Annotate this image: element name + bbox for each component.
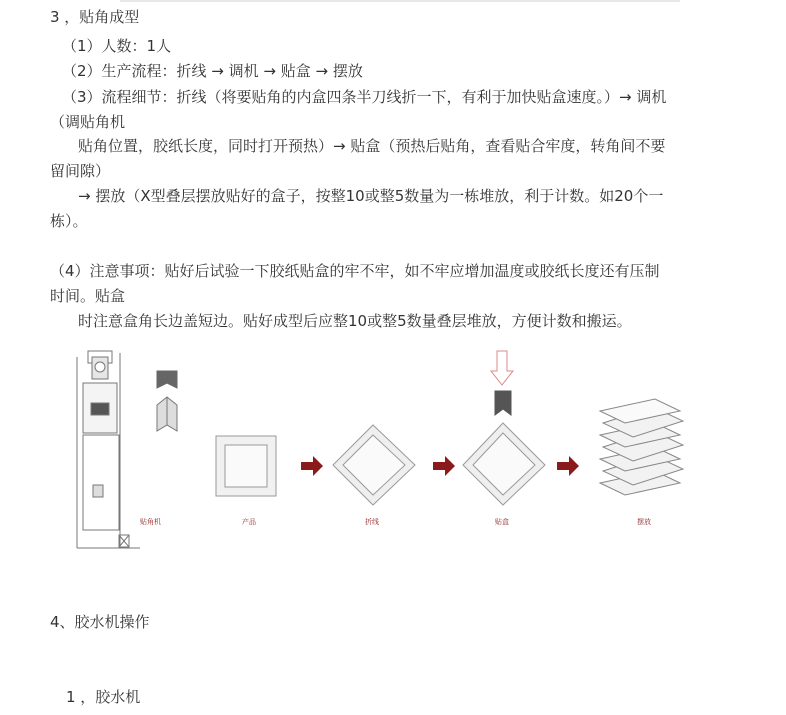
item3-line4: 留间隙） xyxy=(50,162,111,180)
item3-line6: 栋）。 xyxy=(50,212,88,230)
item4-line2: 时间。贴盒 xyxy=(50,287,126,305)
item3-line3: 贴角位置，胶纸长度，同时打开预热）→ 贴盒（预热后贴角，查看贴合牢度，转角间不要 xyxy=(78,137,666,155)
caption-stack: 摆放 xyxy=(637,518,651,526)
corner-pasting-machine-icon xyxy=(77,351,177,548)
arrow-right-icon xyxy=(557,456,579,476)
section4-heading: 4、胶水机操作 xyxy=(50,613,150,631)
item2-process: （2）生产流程：折线 → 调机 → 贴盒 → 摆放 xyxy=(62,62,363,80)
item4-line1: （4）注意事项：贴好后试验一下胶纸贴盒的牢不牢，如不牢应增加温度或胶纸长度还有压制 xyxy=(50,262,660,280)
top-divider xyxy=(120,0,680,2)
item3-line5: → 摆放（X型叠层摆放贴好的盒子，按整10或整5数量为一栋堆放，利于计数。如20个一 xyxy=(78,187,664,205)
item3-line1: （3）流程细节：折线（将要贴角的内盒四条半刀线折一下，有利于加快贴盒速度。）→ 调机 xyxy=(62,88,667,106)
section4-item1: 1 ，胶水机 xyxy=(66,688,141,706)
caption-product: 产品 xyxy=(242,518,256,526)
caption-machine: 贴角机 xyxy=(140,518,161,526)
arrow-right-icon xyxy=(433,456,455,476)
caption-fold: 折线 xyxy=(365,518,379,526)
arrow-right-icon xyxy=(301,456,323,476)
product-box-icon xyxy=(216,436,276,496)
stacked-boxes-icon xyxy=(600,399,683,495)
pasting-box-icon xyxy=(463,351,545,505)
folded-box-icon xyxy=(333,425,415,505)
item4-line3: 时注意盒角长边盖短边。贴好成型后应整10或整5数量叠层堆放，方便计数和搬运。 xyxy=(78,312,632,330)
process-diagram xyxy=(55,343,705,588)
process-figure xyxy=(55,343,705,588)
item1-headcount: （1）人数：1人 xyxy=(62,37,172,55)
caption-paste: 贴盒 xyxy=(495,518,509,526)
item3-line2: （调贴角机 xyxy=(50,113,126,131)
section3-heading: 3 ，贴角成型 xyxy=(50,8,140,26)
